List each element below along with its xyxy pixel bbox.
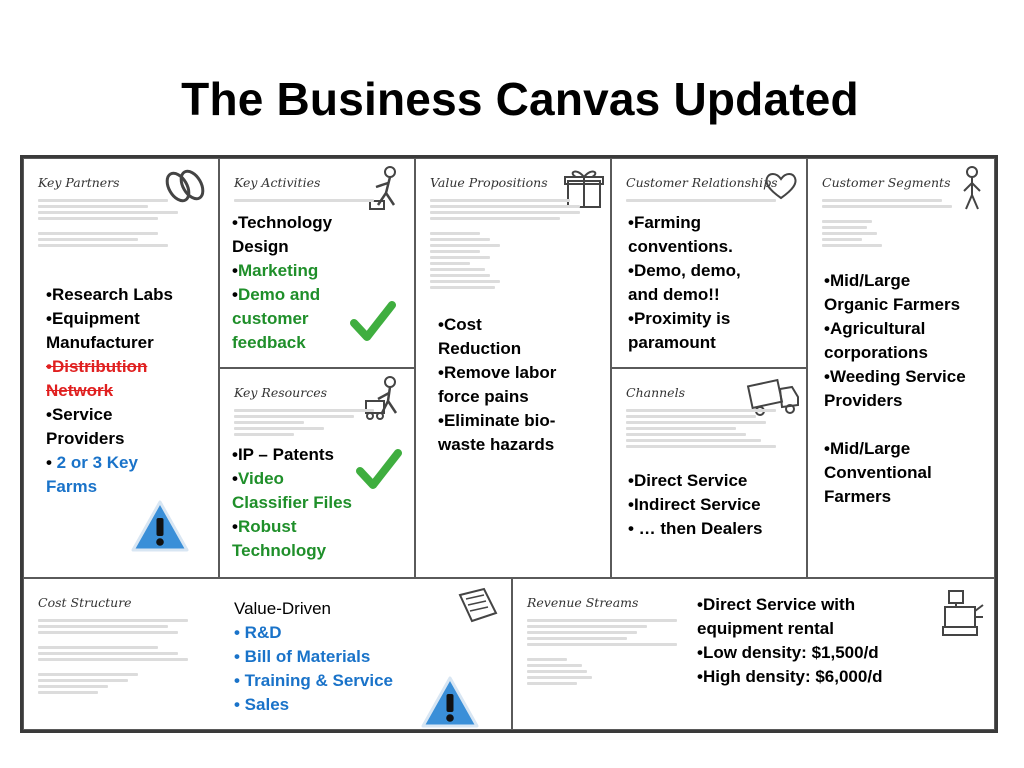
list-item: •IP – Patents — [232, 445, 335, 464]
customer-segments-list — [824, 269, 966, 509]
list-item: •Research Labs — [46, 285, 173, 304]
list-item: •Service — [46, 405, 113, 424]
list-item: corporations — [824, 343, 928, 362]
list-item: •Farming — [628, 213, 702, 232]
list-item-green: Technology — [232, 541, 327, 560]
list-item: •Mid/Large — [824, 271, 911, 290]
key-activities-heading: Key Activities — [234, 175, 321, 190]
list-item: • … then Dealers — [628, 519, 763, 538]
list-item: Manufacturer — [46, 333, 154, 352]
customer-relationships-list — [628, 211, 741, 355]
revenue-streams-prompts — [527, 619, 677, 688]
list-item-green: Robust — [237, 517, 297, 536]
list-item: equipment rental — [697, 619, 834, 638]
bullet: • — [232, 469, 238, 488]
list-item: Farmers — [824, 487, 892, 506]
list-item: •Agricultural — [824, 319, 926, 338]
list-item: •High density: $6,000/d — [697, 667, 883, 686]
key-resources-heading: Key Resources — [234, 385, 328, 400]
list-item-struck: •Distribution — [46, 357, 148, 376]
list-item-struck: Network — [46, 381, 114, 400]
list-item: conventions. — [628, 237, 733, 256]
list-item: •Indirect Service — [628, 495, 761, 514]
list-item: •Proximity is — [628, 309, 731, 328]
list-item — [232, 467, 352, 491]
value-propositions-section — [415, 158, 611, 578]
list-item — [232, 259, 332, 283]
revenue-streams-section — [512, 578, 995, 730]
list-item: •Remove labor — [438, 363, 557, 382]
revenue-streams-heading: Revenue Streams — [527, 595, 639, 610]
list-item: •Mid/Large — [824, 439, 911, 458]
price-tag-icon — [454, 585, 500, 630]
list-item-green: Demo and — [237, 285, 321, 304]
key-partners-list — [46, 283, 173, 499]
warning-icon — [130, 499, 190, 558]
customer-relationships-heading: Customer Relationships — [626, 175, 778, 190]
value-propositions-list — [438, 313, 556, 457]
cost-structure-prompts — [38, 619, 188, 697]
key-activities-section — [219, 158, 415, 368]
list-item: Organic Farmers — [824, 295, 961, 314]
cost-structure-heading: Cost Structure — [38, 595, 132, 610]
list-item: and demo!! — [628, 285, 720, 304]
customer-relationships-prompts — [626, 199, 776, 205]
list-item: •Low density: $1,500/d — [697, 643, 879, 662]
list-item: Providers — [824, 391, 903, 410]
warning-icon — [420, 675, 480, 734]
cost-structure-list — [234, 597, 393, 717]
page-title: The Business Canvas Updated — [181, 73, 859, 125]
list-item-blue: • Sales — [234, 695, 290, 714]
channels-section — [611, 368, 807, 578]
customer-segments-heading: Customer Segments — [822, 175, 951, 190]
list-item — [232, 515, 352, 539]
channels-list — [628, 469, 762, 541]
list-item-green: Marketing — [237, 261, 319, 280]
list-item: •Eliminate bio- — [438, 411, 556, 430]
key-partners-heading: Key Partners — [38, 175, 120, 190]
bullet: • — [46, 453, 52, 472]
check-icon — [356, 447, 402, 496]
list-item: force pains — [438, 387, 529, 406]
revenue-streams-list — [697, 593, 882, 689]
cost-structure-section — [23, 578, 512, 730]
check-icon — [350, 299, 396, 348]
list-item-blue: Farms — [46, 477, 98, 496]
value-propositions-prompts — [430, 199, 580, 292]
list-item: •Technology — [232, 213, 333, 232]
list-item: •Equipment — [46, 309, 140, 328]
key-resources-list — [232, 443, 352, 563]
bullet: • — [232, 517, 238, 536]
list-item-blue: • Bill of Materials — [234, 647, 371, 666]
list-item: •Direct Service — [628, 471, 748, 490]
list-item: •Cost — [438, 315, 482, 334]
bullet: • — [232, 261, 238, 280]
customer-segments-prompts — [822, 199, 972, 250]
key-activities-prompts — [234, 199, 384, 205]
key-resources-section — [219, 368, 415, 578]
list-item-blue: • Training & Service — [234, 671, 394, 690]
value-propositions-heading: Value Propositions — [430, 175, 548, 190]
list-item: •Demo, demo, — [628, 261, 741, 280]
key-partners-prompts — [38, 199, 188, 250]
channels-prompts — [626, 409, 776, 451]
list-item: Providers — [46, 429, 125, 448]
customer-segments-section — [807, 158, 995, 578]
list-item-blue: • R&D — [234, 623, 282, 642]
key-activities-list — [232, 211, 332, 355]
list-item: paramount — [628, 333, 716, 352]
list-item-green: customer — [232, 309, 309, 328]
list-item: •Weeding Service — [824, 367, 966, 386]
list-item: waste hazards — [438, 435, 555, 454]
list-item: Design — [232, 237, 289, 256]
key-resources-prompts — [234, 409, 384, 439]
list-item — [232, 283, 332, 307]
list-item: Conventional — [824, 463, 932, 482]
list-item-green: Classifier Files — [232, 493, 353, 512]
customer-relationships-section — [611, 158, 807, 368]
list-item-green: Video — [237, 469, 284, 488]
cash-register-icon — [939, 585, 987, 642]
list-heading: Value-Driven — [234, 599, 332, 618]
business-model-canvas — [20, 155, 998, 733]
key-partners-section — [23, 158, 219, 578]
list-item — [46, 451, 173, 475]
worker-icon — [366, 165, 406, 216]
list-item: •Direct Service with — [697, 595, 856, 614]
bullet: • — [232, 285, 238, 304]
list-item-blue: 2 or 3 Key — [51, 453, 138, 472]
channels-heading: Channels — [626, 385, 685, 400]
list-item: Reduction — [438, 339, 522, 358]
list-item-green: feedback — [232, 333, 306, 352]
